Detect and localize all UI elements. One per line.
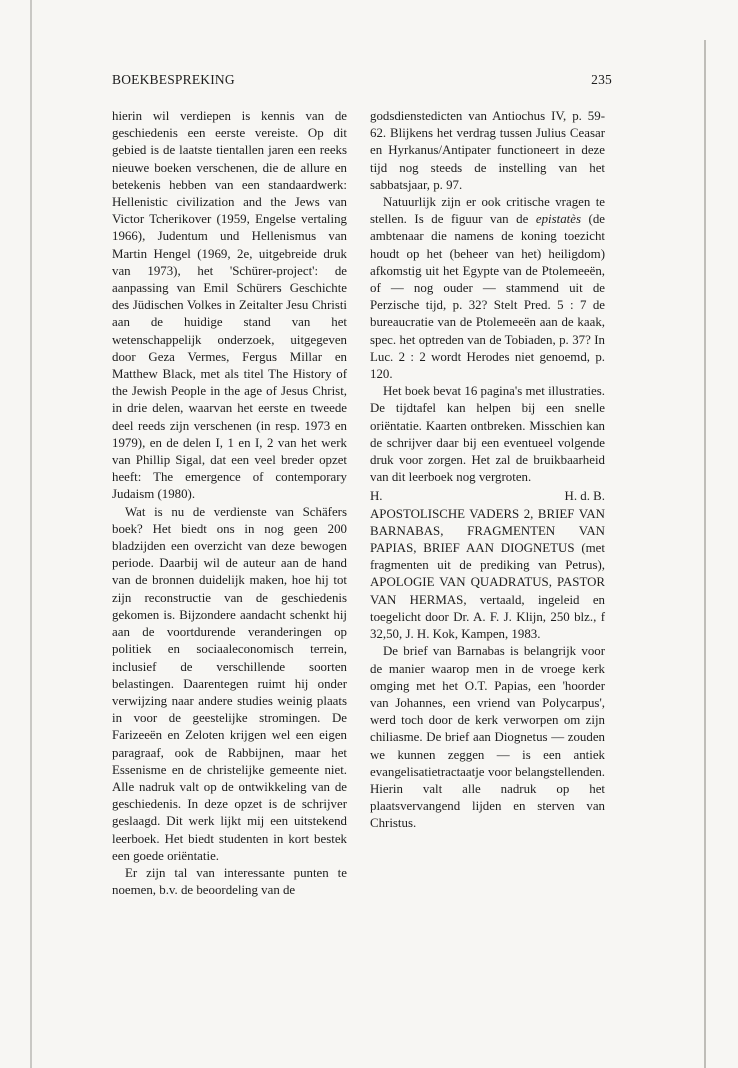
paragraph: godsdienstedicten van Antiochus IV, p. 59-62. Blijkens het verdrag tussen Julius Ceasar en Hyrkanus/Antipater functioneert in deze tijd nog steeds de instelling van het sabbatsjaar, p. 97.: [370, 109, 605, 192]
paragraph: [370, 194, 605, 383]
reviewer-initials: H. d. B.: [564, 489, 605, 504]
left-column: [112, 108, 347, 899]
paragraph: De brief van Barnabas is belangrijk voor de manier waarop men in de vroege kerk omging met het O.T. Papias, een 'hoorder van Johannes, een vriend van Polycarpus', werd toch door de kerk verworpen om zijn chiliasme. De brief aan Diognetus — zouden we kunnen zeggen — is een antiek evangelisatietractaatje voor belangstellenden. Hierin valt alle nadruk op het plaatsvervangend lijden en sterven van Christus.: [370, 644, 605, 831]
right-column: [370, 108, 605, 833]
page-edge-shadow: [704, 40, 706, 1068]
italic-term: epistatès: [535, 212, 581, 227]
running-header: [112, 72, 612, 92]
page-edge-shadow: [30, 0, 32, 1068]
paragraph: Het boek bevat 16 pagina's met illustraties. De tijdtafel kan helpen bij een snelle oriëntatie. Kaarten ontbreken. Misschien kan de schrijver daar bij een eventueel volgende druk voor zorgen. Het zal de bruikbaarheid van dit leerboek nog vergroten.: [370, 384, 605, 485]
page-number: 235: [591, 72, 612, 87]
paragraph-text: (de ambtenaar die namens de koning toezicht houdt op het (beheer van het) heiligdom) afkomstig uit het Egypte van de Ptolemeeën, of — nog ouder — stammend uit de Perzische tijd, p. 32? Stelt Pred. 5 : 7 de bureaucratie van de Ptolemeeën aan de kaak, spec. het optreden van de Tobiaden, p. 37? In Luc. 2 : 2 wordt Herodes niet genoemd, p. 120.: [370, 212, 605, 382]
section-title: BOEKBESPREKING: [112, 72, 235, 87]
paragraph: Wat is nu de verdienste van Schäfers boek? Het biedt ons in nog geen 200 bladzijden een overzicht van deze bewogen periode. Daarbij wil de auteur aan de hand van de bronnen duidelijk maken, hoe hij tot zijn reconstructie van de geschiedenis gekomen is. Bijzondere aandacht schenkt hij aan de voortdurende veranderingen op politiek en sociaaleconomisch terrein, inclusief de verschillende soorten belastingen. Daarentegen ruimt hij onder verwijzing naar andere studies weinig plaats in voor de geestelijke stromingen. De Farizeeën en Zeloten krijgen wel een eigen paragraaf, ook de Rabbijnen, maar het Essenisme en de christelijke gemeente niet. Alle nadruk valt op de ontwikkeling van de geschiedenis. In deze opzet is de schrijver geslaagd. Dit werk lijkt mij een uitstekend leerboek. Het biedt studenten in kort bestek een goede oriëntatie.: [112, 504, 347, 863]
paragraph-text: Natuurlijk zijn er ook critische vragen te stellen. Is de figuur van de: [370, 195, 605, 227]
signature-line: [370, 488, 605, 505]
signature-initial: H.: [370, 489, 383, 504]
paragraph: hierin wil verdiepen is kennis van de geschiedenis een eerste vereiste. Op dit gebied is de laatste tientallen jaren een reeks nieuwe boeken verschenen, die de allure en betekenis hebben van een standaardwerk: Hellenistic civilization and the Jews van Victor Tcherikover (1959, Engelse vertaling 1966), Judentum und Hellenismus van Martin Hengel (1969, 2e, uitgebreide druk van 1973), het 'Schürer-project': de aanpassing van Emil Schürers Geschichte des Jüdischen Volkes in Zeitalter Jesu Christi aan de huidige stand van het wetenschappelijk onderzoek, uitgegeven door Geza Vermes, Fergus Millar en Matthew Black, met als titel The History of the Jewish People in the age of Jesus Christ, in drie delen, waarvan het eerste en tweede deel reeds zijn verschenen (in resp. 1973 en 1979), en de delen I, 1 en I, 2 van het werk van Phillip Sigal, dat een veel breder opzet heeft: The emergence of contemporary Judaism (1980).: [112, 109, 347, 502]
paragraph: Er zijn tal van interessante punten te noemen, b.v. de beoordeling van de: [112, 865, 347, 898]
book-review-heading: APOSTOLISCHE VADERS 2, BRIEF VAN BARNABAS, FRAGMENTEN VAN PAPIAS, BRIEF AAN DIOGNETUS (met fragmenten uit de prediking van Petrus), APOLOGIE VAN QUADRATUS, PASTOR VAN HERMAS, vertaald, ingeleid en toegelicht door Dr. A. F. J. Klijn, 250 blz., f 32,50, J. H. Kok, Kampen, 1983.: [370, 506, 605, 642]
